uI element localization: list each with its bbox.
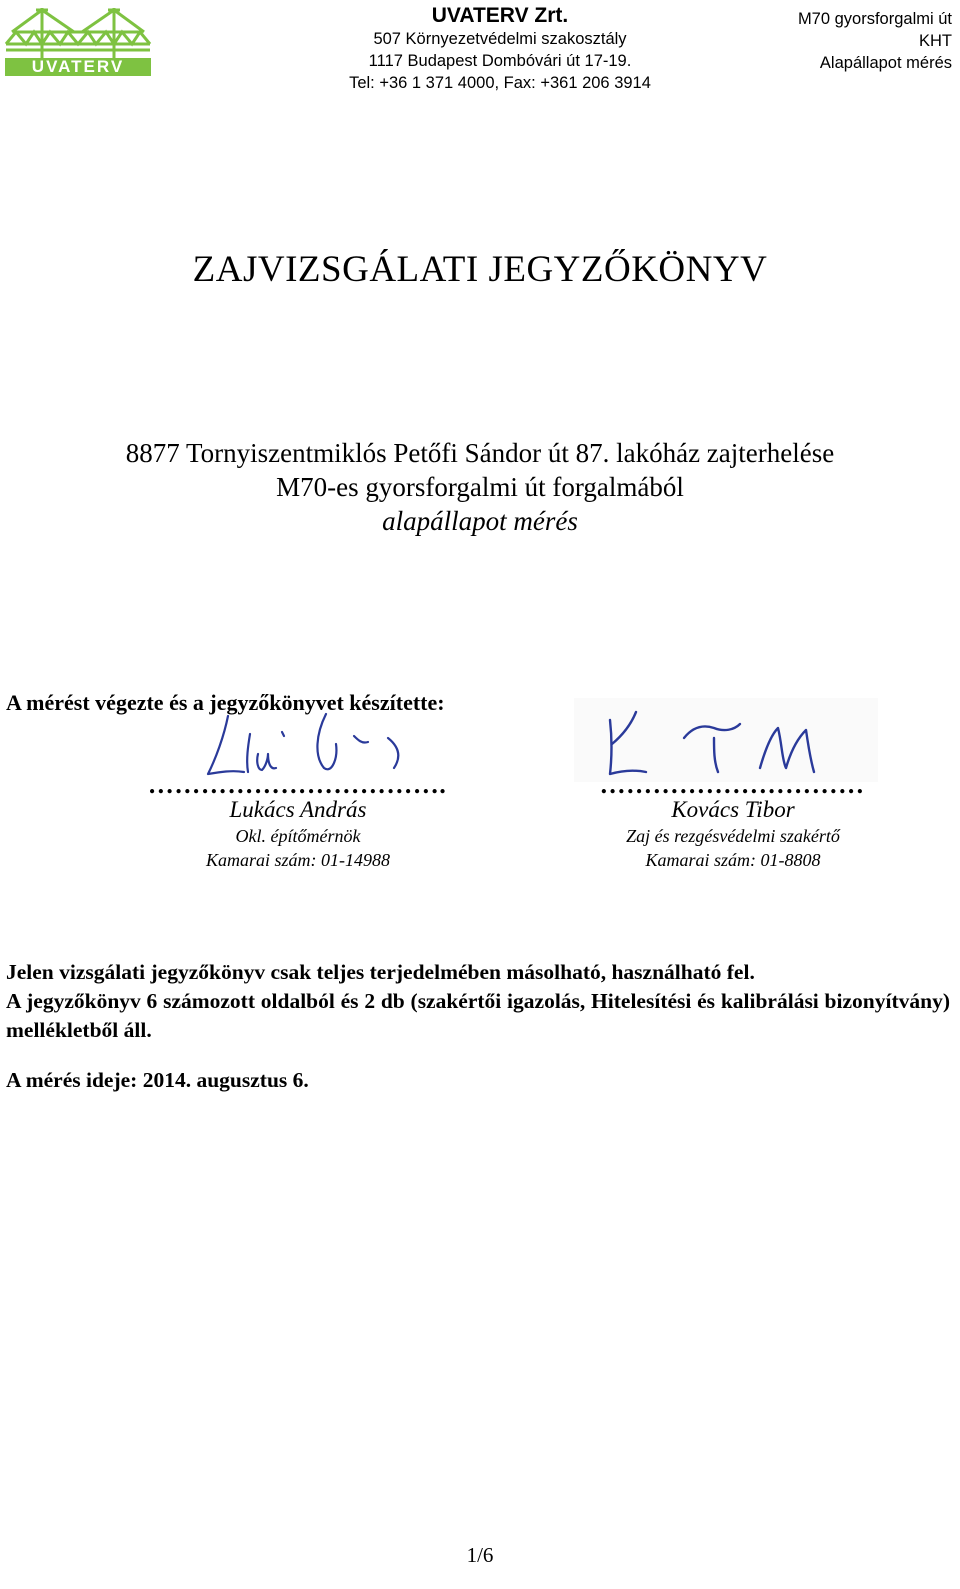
usage-notice — [6, 958, 950, 1045]
signer-registration: Kamarai szám: 01-8808 — [645, 850, 821, 870]
signer-role: Okl. építőmérnök — [235, 826, 361, 846]
project-line-3: Alapállapot mérés — [819, 54, 952, 72]
company-block — [300, 4, 700, 94]
signature-line: ……………………………. — [148, 770, 448, 799]
department: 507 Környezetvédelmi szakosztály — [373, 30, 627, 48]
company-address: 1117 Budapest Dombóvári út 17-19. — [368, 52, 632, 70]
notice-line-2: A jegyzőkönyv 6 számozott oldalból és 2 db (szakértői igazolás, Hitelesítési és kalibrálási bizonyítvány) mellékletből áll. — [6, 989, 950, 1042]
logo-wordmark: UVATERV — [31, 57, 125, 76]
project-line-2: KHT — [919, 32, 952, 50]
page-number: 1/6 — [466, 1543, 494, 1567]
signer-name: Kovács Tibor — [671, 797, 795, 822]
company-contact: Tel: +36 1 371 4000, Fax: +361 206 3914 — [349, 74, 651, 92]
signature-right — [563, 770, 903, 872]
signer-role: Zaj és rezgésvédelmi szakértő — [626, 826, 840, 846]
signer-name: Lukács András — [229, 797, 367, 822]
signer-registration: Kamarai szám: 01-14988 — [205, 850, 390, 870]
project-line-1: M70 gyorsforgalmi út — [797, 10, 952, 28]
subject-line-1: 8877 Tornyiszentmiklós Petőfi Sándor út 87. lakóház zajterhelése — [125, 438, 835, 468]
company-name: UVATERV Zrt. — [431, 4, 569, 27]
notice-line-1: Jelen vizsgálati jegyzőkönyv csak teljes terjedelmében másolható, használható fel. — [6, 960, 755, 984]
measurement-date: A mérés ideje: 2014. augusztus 6. — [6, 1068, 309, 1092]
signature-line: ………………………… — [600, 770, 866, 799]
subject-line-3: alapállapot mérés — [382, 506, 578, 536]
document-subject — [0, 436, 960, 538]
subject-line-2: M70-es gyorsforgalmi út forgalmából — [276, 472, 684, 502]
signature-left — [128, 770, 468, 872]
company-logo — [4, 2, 152, 78]
project-block — [752, 8, 952, 74]
prepared-by-label: A mérést végezte és a jegyzőkönyvet készítette: — [6, 690, 445, 715]
document-title: ZAJVIZSGÁLATI JEGYZŐKÖNYV — [192, 249, 768, 290]
